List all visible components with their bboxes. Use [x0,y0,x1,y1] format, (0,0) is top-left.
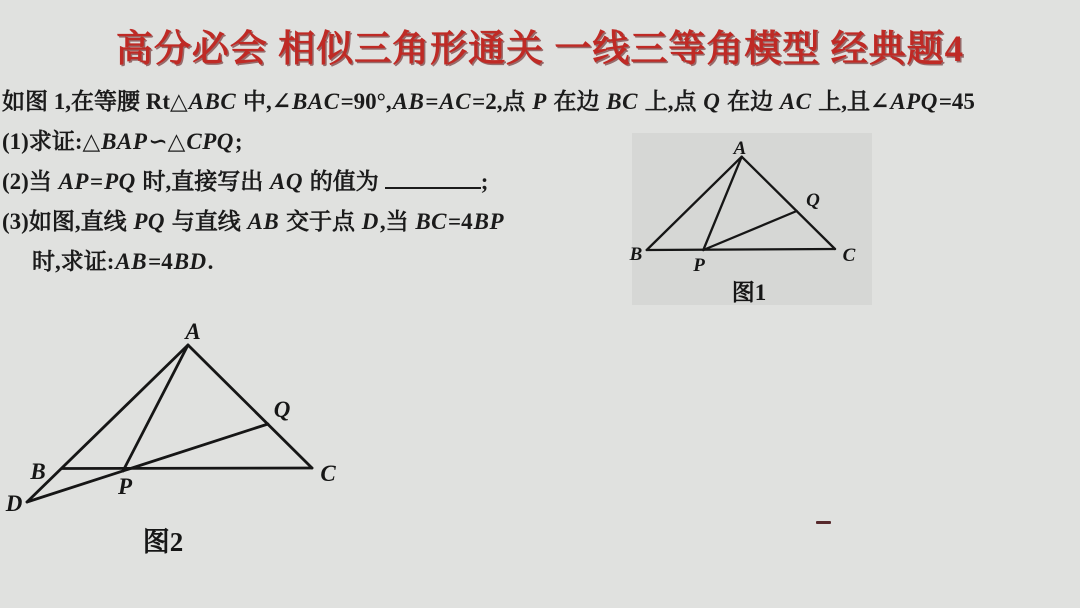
text-run: 的值为 [303,169,379,194]
fig1-svg [620,130,882,310]
math-variable: PQ [133,209,165,234]
text-run: ; [234,129,243,154]
text-run: 时,求证: [32,249,115,274]
math-variable: Q [703,89,721,114]
math-variable: AB [247,209,280,234]
point-label-C: C [320,461,336,486]
text-run: 上,点 [638,89,703,114]
math-variable: APQ [890,89,938,114]
text-run: (3)如图,直线 [2,209,133,234]
figure-1 [620,130,882,315]
segment-BC [647,249,835,250]
point-label-B: B [629,244,643,265]
answer-blank [385,163,481,189]
text-run: =4 [448,209,473,234]
text-run: 与直线 [166,209,247,234]
problem-line [2,82,1080,122]
point-label-Q: Q [273,397,291,422]
point-label-P: P [117,474,133,499]
math-variable: AC [439,89,472,114]
text-run: 时,直接写出 [136,169,269,194]
math-variable: BP [473,209,504,234]
problem-line [2,122,1080,162]
math-variable: BAP [101,129,148,154]
text-run: (2)当 [2,169,58,194]
text-run: ; [480,169,489,194]
math-variable: BC [415,209,447,234]
math-variable: ABC [188,89,237,114]
text-run: 上,且∠ [812,89,890,114]
point-label-B: B [30,459,46,484]
point-label-A: A [185,320,201,344]
point-label-A: A [733,138,747,159]
text-run: 在边 [721,89,779,114]
problem-line [32,242,1080,282]
text-run: =2,点 [472,89,532,114]
segment-DQ [27,424,268,502]
text-run: . [207,249,214,274]
text-run: 交于点 [280,209,361,234]
text-run: 中,∠ [237,89,292,114]
text-run: =4 [148,249,173,274]
math-variable: AQ [270,169,303,194]
math-variable: D [361,209,379,234]
problem-line [2,202,1080,242]
figure-caption: 图1 [731,280,767,305]
math-variable: AB [115,249,148,274]
text-run: = [425,89,439,114]
point-label-D: D [5,491,23,516]
text-run: (1)求证:△ [2,129,101,154]
problem-text [2,82,1080,282]
math-variable: BAC [292,89,340,114]
page-title: 高分必会 相似三角形通关 一线三等角模型 经典题4 [115,29,965,70]
math-variable: P [532,89,547,114]
segment-AD [27,345,188,502]
math-variable: CPQ [186,129,234,154]
segment-AC [188,345,312,468]
figure-2 [0,320,375,575]
problem-line [2,162,1080,202]
text-run: 如图 1,在等腰 Rt△ [2,89,188,114]
text-run: ,当 [379,209,415,234]
text-run: ∽△ [148,129,186,154]
math-variable: PQ [104,169,136,194]
math-variable: AC [779,89,812,114]
text-run: = [89,169,104,194]
figure-caption: 图2 [142,527,184,557]
point-label-Q: Q [806,190,820,211]
stray-mark [816,521,831,524]
point-label-C: C [842,245,856,266]
point-label-P: P [693,255,705,276]
fig2-svg [0,320,375,570]
text-run: =90°, [340,89,392,114]
text-run: =45 [938,89,975,114]
segment-BC [62,468,312,469]
math-variable: BC [606,89,638,114]
math-variable: AP [58,169,89,194]
math-variable: BD [173,249,207,274]
text-run: 在边 [547,89,606,114]
math-variable: AB [392,89,425,114]
